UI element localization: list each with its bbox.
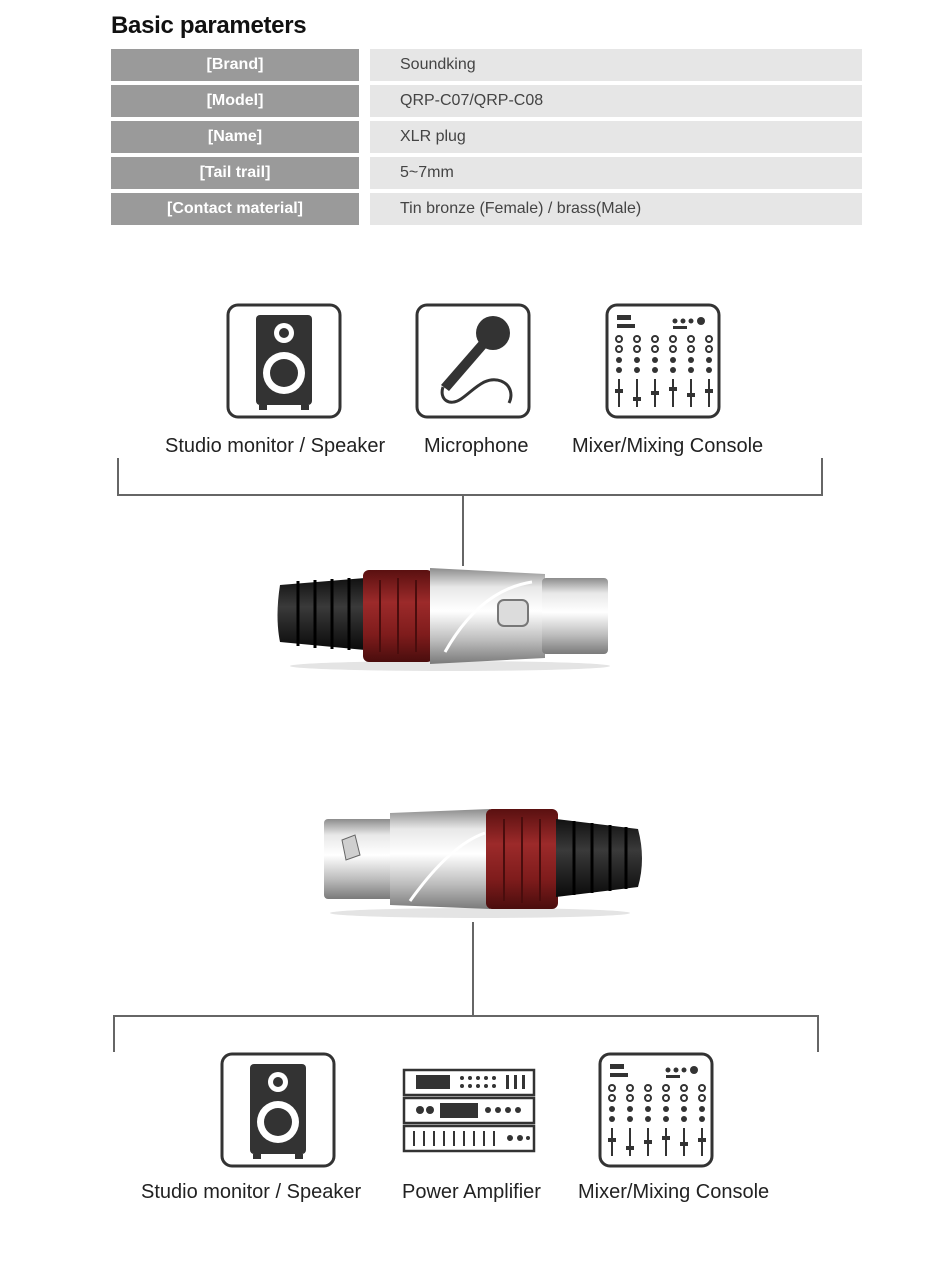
microphone-icon: [415, 303, 531, 419]
parameters-table: [111, 49, 862, 229]
bracket-line: [821, 458, 823, 495]
application-label: Mixer/Mixing Console: [578, 1181, 770, 1203]
param-value: Soundking: [370, 49, 862, 81]
application-label: Microphone: [424, 435, 529, 457]
param-row-brand: [111, 49, 862, 81]
mixer-icon: [598, 1052, 714, 1168]
bracket-line: [817, 1015, 819, 1052]
param-value: XLR plug: [370, 121, 862, 153]
bracket-line: [117, 458, 119, 495]
param-key: [Name]: [111, 121, 359, 153]
bracket-line: [113, 1015, 115, 1052]
param-key: [Brand]: [111, 49, 359, 81]
param-value: 5~7mm: [370, 157, 862, 189]
power-amplifier-icon: [402, 1068, 536, 1154]
param-value: QRP-C07/QRP-C08: [370, 85, 862, 117]
application-label: Studio monitor / Speaker: [141, 1181, 362, 1203]
param-row-name: [111, 121, 862, 153]
xlr-male-connector-image: [320, 805, 650, 920]
mixer-icon: [605, 303, 721, 419]
connector-line: [462, 494, 464, 566]
section-title: Basic parameters: [111, 12, 307, 39]
xlr-female-connector-image: [270, 560, 620, 675]
param-row-tail-trail: [111, 157, 862, 189]
application-label: Mixer/Mixing Console: [572, 435, 764, 457]
param-value: Tin bronze (Female) / brass(Male): [370, 193, 862, 225]
connector-line: [472, 922, 474, 1016]
bracket-line: [113, 1015, 819, 1017]
param-row-contact-material: [111, 193, 862, 225]
speaker-icon: [226, 303, 342, 419]
param-row-model: [111, 85, 862, 117]
bracket-line: [117, 494, 823, 496]
param-key: [Model]: [111, 85, 359, 117]
application-label: Power Amplifier: [402, 1181, 541, 1203]
param-key: [Contact material]: [111, 193, 359, 225]
param-key: [Tail trail]: [111, 157, 359, 189]
application-label: Studio monitor / Speaker: [165, 435, 386, 457]
speaker-icon: [220, 1052, 336, 1168]
